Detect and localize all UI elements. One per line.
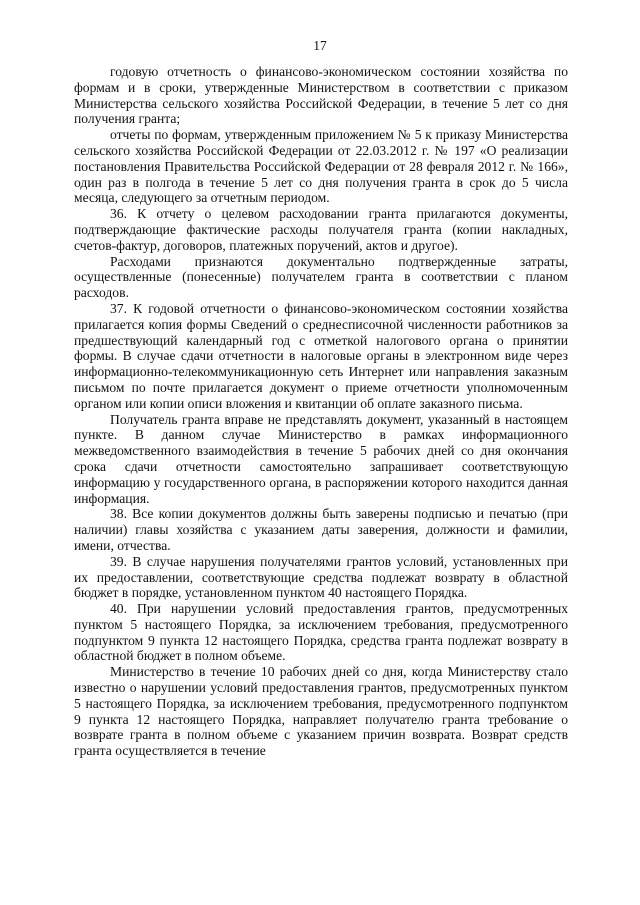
paragraph-item-39: 39. В случае нарушения получателями грантов условий, установленных при их предоставлении, соответствующие средства подлежат возврату в областной бюджет в порядке, установленном пунктом 40 настоящего Порядка. xyxy=(74,553,568,601)
page-number: 17 xyxy=(313,38,327,53)
paragraph-item-36: 36. К отчету о целевом расходовании гранта прилагаются документы, подтверждающие фактические расходы получателя гранта (копии накладных, счетов-фактур, договоров, платежных поручений, актов и другое). xyxy=(74,206,568,253)
paragraph-recipient-right: Получатель гранта вправе не представлять документ, указанный в настоящем пункте. В данном случае Министерство в рамках информационного межведомственного взаимодействия в течение 5 рабочих дней со дня окончания срока сдачи отчетности самостоятельно запрашивает соответствующую информацию у государственного органа, в распоряжении которого находится данная информация. xyxy=(74,411,568,506)
paragraph-expenses-definition: Расходами признаются документально подтвержденные затраты, осуществленные (понесенные) получателем гранта в соответствии с планом расходов. xyxy=(74,253,568,301)
paragraph-ministry-notice: Министерство в течение 10 рабочих дней со дня, когда Министерству стало известно о нарушении условий предоставления грантов, предусмотренных пунктом 5 настоящего Порядка, за исключением требования, предусмотренного подпунктом 9 пункта 12 настоящего Порядка, направляет получателю гранта требование о возврате гранта в полном объеме с указанием причин возврата. Возврат средств гранта осуществляется в течение xyxy=(74,664,568,759)
paragraph-annual-reporting: годовую отчетность о финансово-экономическом состоянии хозяйства по формам и в сроки, утвержденные Министерством в соответствии с приказом Министерства сельского хозяйства Российской Федерации, в течение 5 лет со дня получения гранта; xyxy=(74,64,568,127)
document-body xyxy=(74,64,568,759)
paragraph-item-38: 38. Все копии документов должны быть заверены подписью и печатью (при наличии) главы хозяйства с указанием даты заверения, должности и фамилии, имени, отчества. xyxy=(74,506,568,553)
paragraph-item-37: 37. К годовой отчетности о финансово-экономическом состоянии хозяйства прилагается копия формы Сведений о среднесписочной численности работников за предшествующий календарный год с отметкой налогового органа о принятии формы. В случае сдачи отчетности в налоговые органы в электронном виде через информационно-телекоммуникационную сеть Интернет или направления заказным письмом по почте прилагается документ о приеме отчетности уполномоченным органом или копии описи вложения и квитанции об оплате заказного письма. xyxy=(74,300,568,411)
paragraph-item-40: 40. При нарушении условий предоставления грантов, предусмотренных пунктом 5 настоящего Порядка, за исключением требования, предусмотренного подпунктом 9 пункта 12 настоящего Порядка, средства гранта подлежат возврату в областной бюджет в полном объеме. xyxy=(74,601,568,664)
paragraph-reporting-forms: отчеты по формам, утвержденным приложением № 5 к приказу Министерства сельского хозяйства Российской Федерации от 22.03.2012 г. № 197 «О реализации постановления Правительства Российской Федерации от 28 февраля 2012 г. № 166», один раз в полгода в течение 5 лет со дня получения гранта в срок до 5 числа месяца, следующего за отчетным периодом. xyxy=(74,127,568,206)
